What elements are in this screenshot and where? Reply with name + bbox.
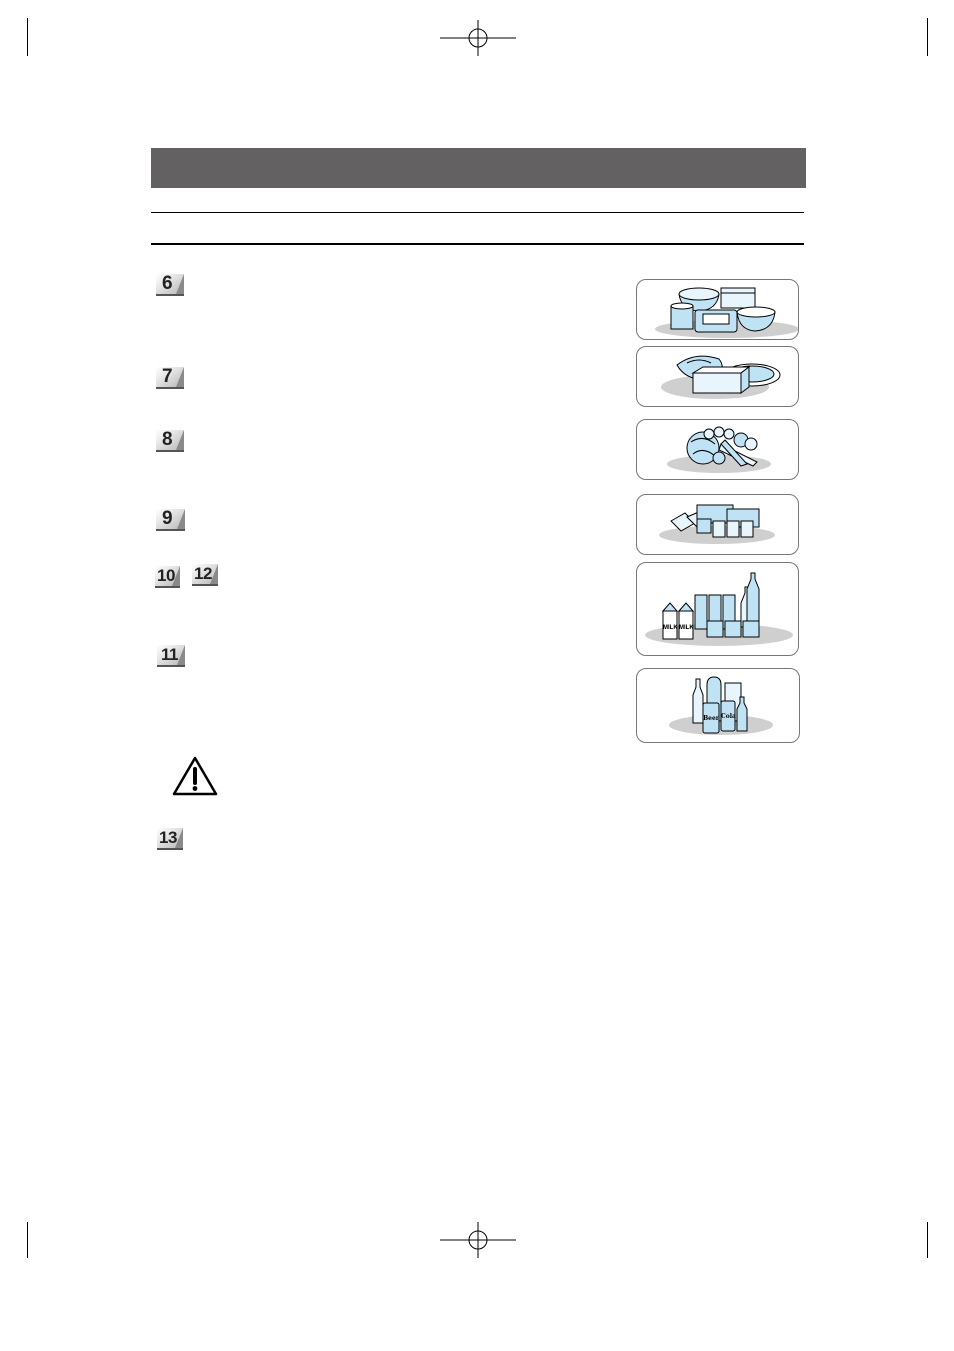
cola-can-label: Cola [721, 713, 736, 720]
milk-carton-label: MILK [679, 625, 694, 631]
beer-can-label: Beer [703, 715, 719, 722]
step-badge-13 [157, 828, 183, 850]
step-number: 11 [161, 645, 178, 664]
section-header-bar [151, 148, 806, 188]
step-badge-11 [157, 645, 185, 667]
step-badge-6 [156, 274, 184, 296]
registration-mark-icon [438, 1220, 518, 1260]
warning-triangle-icon [171, 755, 219, 797]
registration-mark-icon [438, 18, 518, 58]
crop-mark-top-left [27, 18, 28, 56]
step-badge-8 [156, 430, 184, 452]
step-badge-9 [156, 509, 185, 531]
crop-mark-bottom-left [27, 1222, 28, 1258]
dairy-illustration-panel [636, 494, 799, 555]
step-number: 7 [162, 366, 173, 387]
step-number: 12 [194, 564, 212, 583]
step-number: 10 [157, 566, 175, 585]
drinks-milk-illustration-panel [636, 562, 799, 656]
step-number: 13 [159, 828, 177, 847]
step-badge-10 [155, 566, 180, 588]
milk-carton-label: MILK [663, 625, 678, 631]
top-rule [151, 212, 804, 213]
step-number: 6 [162, 273, 173, 294]
bottles-illustration-panel [636, 668, 800, 743]
bottom-rule [151, 243, 804, 245]
leftovers-illustration-panel [636, 279, 799, 340]
meat-illustration-panel [636, 346, 799, 407]
vegetables-illustration-panel [636, 419, 799, 480]
crop-mark-bottom-right [927, 1222, 928, 1258]
step-badge-7 [156, 367, 184, 389]
crop-mark-top-right [927, 18, 928, 56]
step-number: 9 [162, 508, 173, 529]
step-badge-12 [192, 564, 218, 586]
step-number: 8 [162, 429, 173, 450]
